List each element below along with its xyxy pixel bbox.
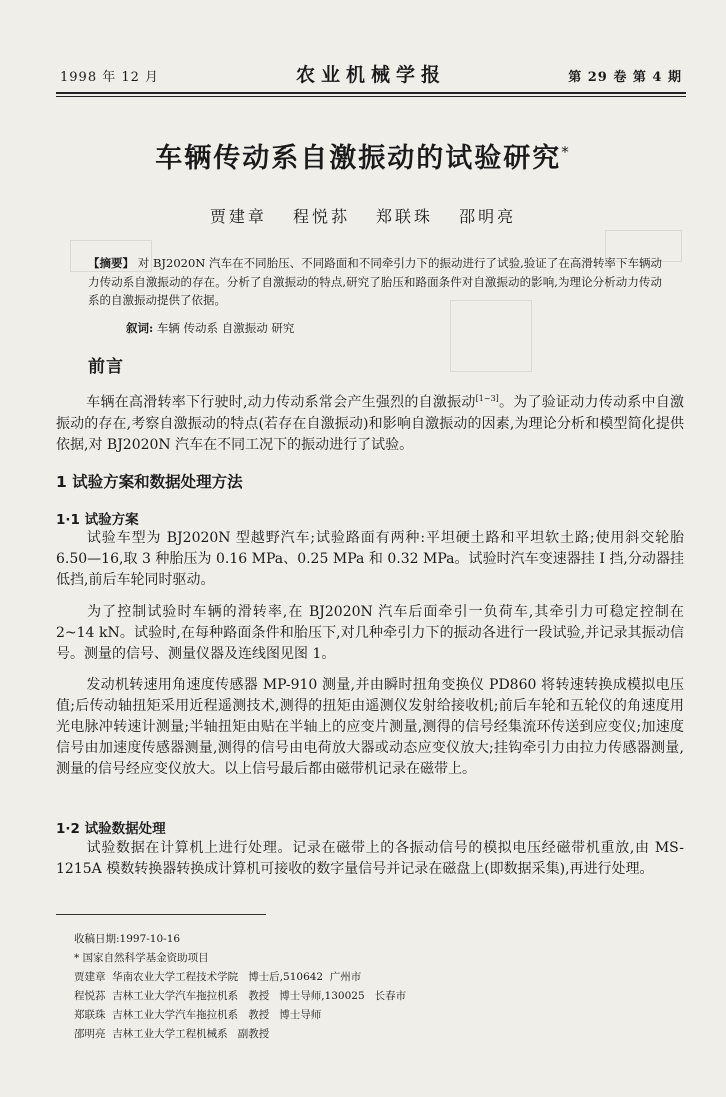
paragraph-text: 发动机转速用角速度传感器 MP-910 测量,并由瞬时扭角变换仪 PD860 将转速转换成模拟电压值;后传动轴扭矩采用近程遥测技术,测得的扭矩由遥测仪发射给接收机;前后车轮和五轮仪的角速度用光电脉冲转速计测量;半轴扭矩由贴在半轴上的应变片测量,测得的信号经集流环传送到应变仪;加速度信号由加速度传感器测量,测得的信号由电荷放大器或动态应变仪放大;挂钩牵引力由拉力传感器测量,测量的信号经应变仪放大。以上信号最后都由磁带机记录在磁带上。 bbox=[56, 677, 684, 777]
footnote-author-3: 郑联珠 吉林工业大学汽车拖拉机系 教授 博士导师 bbox=[74, 1009, 322, 1021]
title-footnote-mark: * bbox=[561, 143, 571, 161]
paragraph-text: 试验数据在计算机上进行处理。记录在磁带上的各振动信号的模拟电压经磁带机重放,由 MS-1215A 模数转换器转换成计算机可接收的数字量信号并记录在磁盘上(即数据采集),再进行处理。 bbox=[56, 840, 684, 877]
abstract bbox=[88, 254, 662, 310]
intro-paragraph bbox=[56, 388, 684, 456]
subsection-heading-1-1: 1·1 试验方案 bbox=[56, 512, 139, 528]
footnote-rule bbox=[56, 914, 266, 915]
bleed-through-box bbox=[450, 300, 532, 372]
footnote-author-2: 程悦荪 吉林工业大学汽车拖拉机系 教授 博士导师,130025 长春市 bbox=[74, 990, 407, 1002]
body-paragraph bbox=[56, 602, 684, 665]
article-title bbox=[0, 136, 726, 175]
body-paragraph bbox=[56, 528, 684, 591]
journal-name: 农业机械学报 bbox=[295, 64, 446, 86]
body-paragraph bbox=[56, 675, 684, 780]
footnotes bbox=[74, 930, 406, 1044]
section-heading-intro: 前言 bbox=[88, 357, 124, 377]
paragraph-text: 为了控制试验时车辆的滑转率,在 BJ2020N 汽车后面牵引一负荷车,其牵引力可稳定控制在 2~14 kN。试验时,在每种路面条件和胎压下,对几种牵引力下的振动各进行一段试验,并记录其振动信号。测量的信号、测量仪器及连线图见图 1。 bbox=[56, 604, 684, 662]
title-text: 车辆传动系自激振动的试验研究 bbox=[155, 143, 562, 174]
footnote-funding: * 国家自然科学基金资助项目 bbox=[74, 952, 209, 964]
header-rule-thin bbox=[56, 96, 686, 97]
author-list: 贾建章 程悦荪 郑联珠 邵明亮 bbox=[209, 207, 517, 226]
subsection-heading-1-2: 1·2 试验数据处理 bbox=[56, 821, 166, 837]
issue-date: 1998 年 12 月 bbox=[60, 70, 160, 85]
abstract-label: 【摘要】 bbox=[88, 256, 135, 270]
footnote-author-4: 邵明亮 吉林工业大学工程机械系 副教授 bbox=[74, 1028, 270, 1040]
intro-text-b: 。为了验证动力传动系中自激振动的存在,考察自激振动的特点(若存在自激振动)和影响自激振动的因素,为理论分析和模型简化提供依据,对 BJ2020N 汽车在不同工况下的振动进行了试验。 bbox=[56, 394, 685, 453]
citation-ref: [1~3] bbox=[475, 394, 499, 403]
section-heading-1: 1 试验方案和数据处理方法 bbox=[56, 473, 243, 491]
paragraph-text: 试验车型为 BJ2020N 型越野汽车;试验路面有两种:平坦硬土路和平坦软土路;使用斜交轮胎 6.50—16,取 3 种胎压为 0.16 MPa、0.25 MPa 和 0.32 MPa。试验时汽车变速器挂 Ⅰ 挡,分动器挂低挡,前后车轮同时驱动。 bbox=[56, 530, 684, 588]
footnote-author-1: 贾建章 华南农业大学工程技术学院 博士后,510642 广州市 bbox=[74, 971, 362, 983]
keywords-label: 叙词: bbox=[126, 321, 154, 335]
running-head bbox=[56, 58, 686, 92]
keywords-text: 车辆 传动系 自激振动 研究 bbox=[156, 321, 295, 335]
header-rule-thick bbox=[56, 92, 686, 94]
volume-issue: 第 29 卷 第 4 期 bbox=[568, 70, 682, 85]
footnote-received-date: 收稿日期:1997-10-16 bbox=[74, 933, 181, 945]
intro-text-a: 车辆在高滑转率下行驶时,动力传动系常会产生强烈的自激振动 bbox=[86, 394, 476, 411]
abstract-text: 对 BJ2020N 汽车在不同胎压、不同路面和不同牵引力下的振动进行了试验,验证了在高滑转率下车辆动力传动系自激振动的存在。分析了自激振动的特点,研究了胎压和路面条件对自激振动的影响,为理论分析动力传动系的自激振动提供了依据。 bbox=[88, 256, 663, 307]
body-paragraph bbox=[56, 838, 684, 880]
keywords bbox=[126, 320, 294, 336]
